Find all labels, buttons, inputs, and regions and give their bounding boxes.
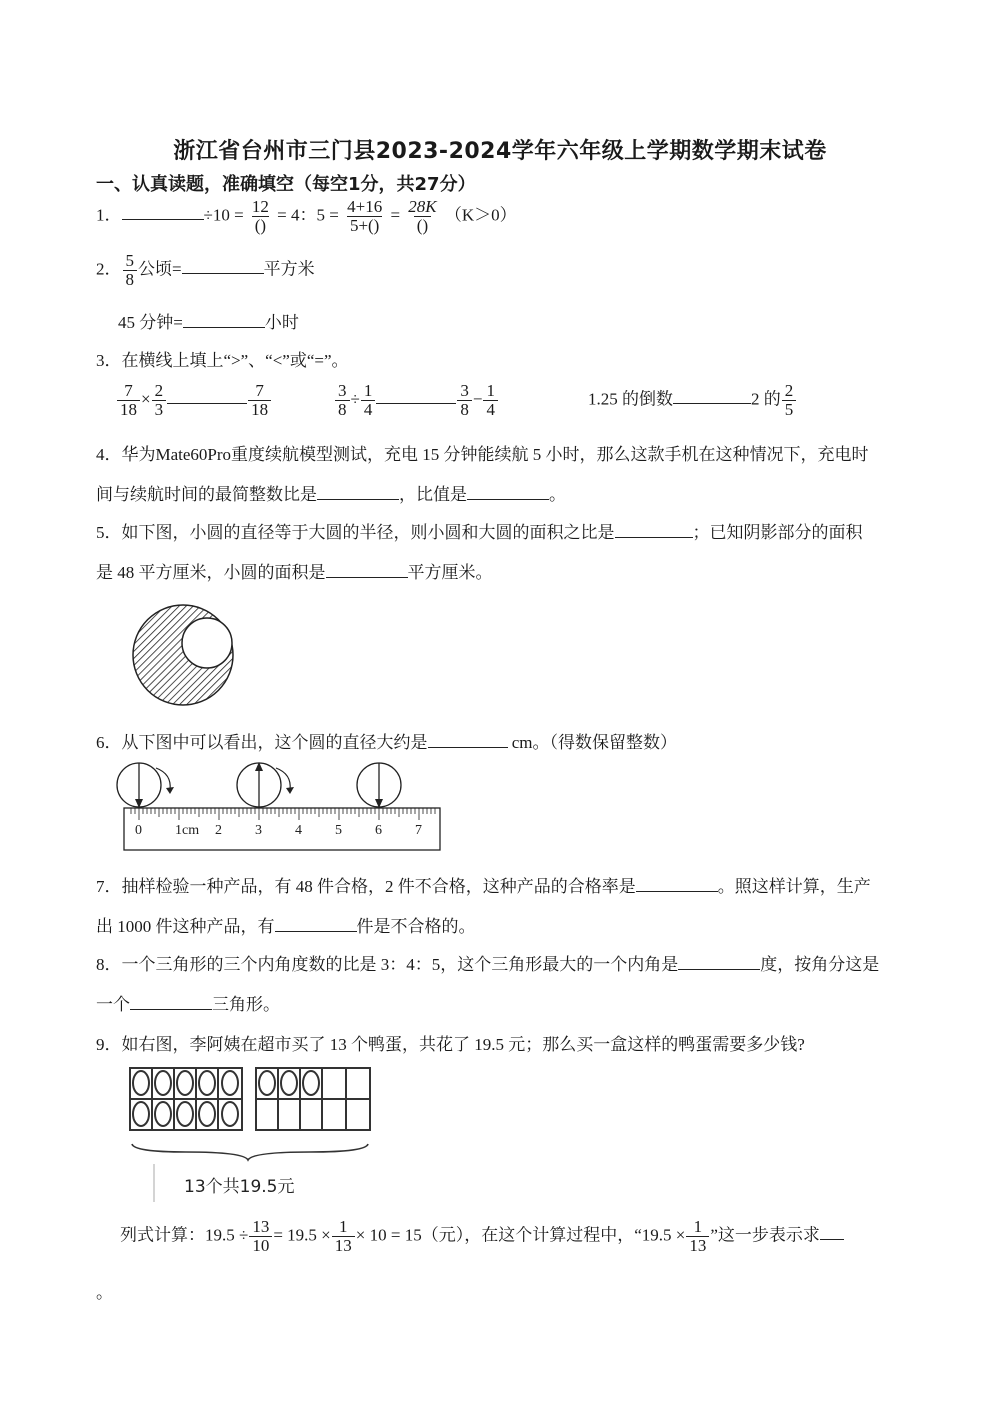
answer-blank[interactable]	[317, 485, 399, 500]
answer-blank[interactable]	[326, 563, 408, 578]
answer-blank[interactable]	[182, 259, 264, 274]
ruler-label: 7	[415, 823, 422, 838]
answer-blank[interactable]	[678, 955, 760, 970]
question-3: 3．在横线上填上“>”、“<”或“=”。	[96, 351, 349, 370]
question-2b: 45 分钟= 小时	[118, 313, 299, 332]
answer-blank[interactable]	[122, 205, 204, 220]
egg-caption: 13个共19.5元	[184, 1177, 295, 1197]
answer-blank[interactable]	[428, 733, 508, 748]
answer-blank[interactable]	[615, 523, 693, 538]
fraction: $\frac{5}{8}$	[123, 252, 138, 289]
ruler-label: 4	[295, 823, 302, 838]
question-7: 7．抽样检验一种产品，有 48 件合格，2 件不合格，这种产品的合格率是 。照这样计算，生产	[96, 877, 871, 896]
answer-blank[interactable]	[130, 995, 212, 1010]
ruler-figure	[110, 756, 450, 856]
egg-box-figure	[126, 1064, 376, 1204]
ruler-label: 5	[335, 823, 342, 838]
fraction: 12 ()	[251, 197, 269, 235]
fraction: 28K ()	[408, 197, 437, 235]
question-1: 1． ÷10 = 12 () = 4：5 = $\frac{4+16}{5+()}$ = 28K () （K＞0）	[96, 197, 517, 235]
question-9-end: 。	[96, 1283, 113, 1302]
ruler-label: 0	[135, 823, 142, 838]
ruler-label: 2	[215, 823, 222, 838]
compare-expr-3: 1.25 的倒数 2 的 $\frac{2}{5}$	[588, 382, 797, 419]
circles-figure	[128, 600, 238, 710]
small-circle	[182, 618, 232, 668]
question-4: 4．华为Mate60Pro重度续航模型测试，充电 15 分钟能续航 5 小时，那么这款手机在这种情况下，充电时	[96, 445, 869, 464]
compare-expr-1: $\frac{7}{18}$ × $\frac{2}{3}$ $\frac{7}{18}$	[116, 382, 272, 419]
question-5b: 是 48 平方厘米，小圆的面积是 平方厘米。	[96, 563, 493, 582]
question-5: 5．如下图，小圆的直径等于大圆的半径，则小圆和大圆的面积之比是 ；已知阴影部分的面积	[96, 523, 863, 542]
page-title: 浙江省台州市三门县2023-2024学年六年级上学期数学期末试卷	[173, 139, 827, 164]
question-8: 8．一个三角形的三个内角度数的比是 3：4：5，这个三角形最大的一个内角是 度，按角分这是	[96, 955, 880, 974]
question-6: 6．从下图中可以看出，这个圆的直径大约是 cm。（得数保留整数）	[96, 733, 678, 752]
answer-blank[interactable]	[467, 485, 549, 500]
answer-blank[interactable]	[636, 877, 718, 892]
answer-blank[interactable]	[183, 313, 265, 328]
fraction: $\frac{4+16}{5+()}$	[347, 197, 383, 235]
section-heading: 一、认真读题，准确填空（每空1分，共27分）	[96, 174, 476, 195]
question-7b: 出 1000 件这种产品，有 件是不合格的。	[96, 917, 476, 936]
answer-blank[interactable]	[820, 1225, 844, 1240]
answer-blank[interactable]	[376, 389, 456, 404]
answer-blank[interactable]	[673, 389, 751, 404]
answer-blank[interactable]	[167, 389, 247, 404]
ruler-label: 1cm	[175, 823, 200, 838]
compare-expr-2: $\frac{3}{8}$ ÷ $\frac{1}{4}$ $\frac{3}{8}$ − $\frac{1}{4}$	[334, 382, 499, 419]
ruler-label: 6	[375, 823, 382, 838]
answer-blank[interactable]	[275, 917, 357, 932]
question-4b: 间与续航时间的最简整数比是 ，比值是 。	[96, 485, 566, 504]
question-9-calc: 列式计算：19.5 ÷ $\frac{13}{10}$ = 19.5 × $\frac{1}{13}$ × 10 = 15（元），在这个计算过程中，“19.5 × $\frac{1}{13}$ ”这一步表示求	[120, 1218, 844, 1255]
question-8b: 一个 三角形。	[96, 995, 280, 1014]
ruler-label: 3	[255, 823, 262, 838]
question-9: 9．如右图，李阿姨在超市买了 13 个鸭蛋，共花了 19.5 元；那么买一盒这样的鸭蛋需要多少钱?	[96, 1035, 805, 1054]
question-2: 2． $\frac{5}{8}$ 公顷= 平方米	[96, 251, 315, 289]
ruler	[124, 808, 440, 850]
